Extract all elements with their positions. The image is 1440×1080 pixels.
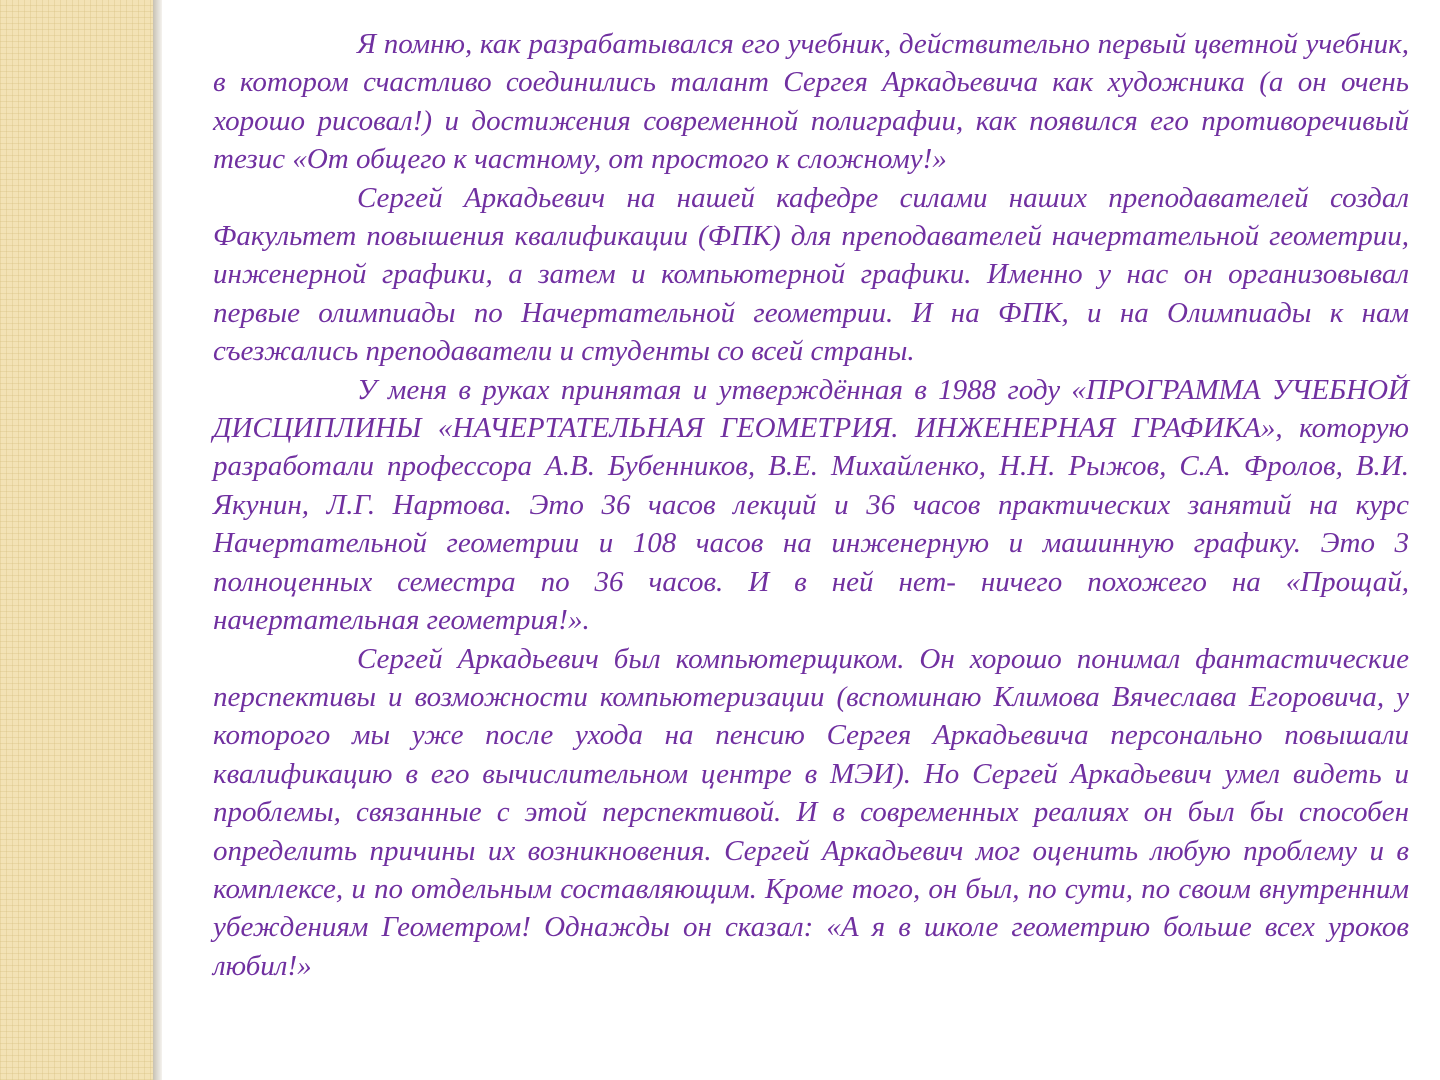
side-band-shadow: [153, 0, 162, 1080]
memoir-text: [213, 25, 1409, 985]
paragraph-textbook: Я помню, как разрабатывался его учебник, действительно первый цветной учебник, в котором счастливо соединились талант Сергея Аркадьевича как художника (а он очень хорошо рисовал!) и достижения современной полиграфии, как появился его противоречивый тезис «От общего к частному, от простого к сложному!»: [213, 28, 1409, 176]
paragraph-program: У меня в руках принятая и утверждённая в 1988 году «ПРОГРАММА УЧЕБНОЙ ДИСЦИПЛИНЫ «НАЧЕРТАТЕЛЬНАЯ ГЕОМЕТРИЯ. ИНЖЕНЕРНАЯ ГРАФИКА», которую разработали профессора А.В. Бубенников, В.Е. Михайленко, Н.Н. Рыжов, С.А. Фролов, В.И. Якунин, Л.Г. Нартова. Это 36 часов лекций и 36 часов практических занятий на курс Начертательной геометрии и 108 часов на инженерную и машинную графику. Это 3 полноценных семестра по 36 часов. И в ней нет- ничего похожего на «Прощай, начертательная геометрия!».: [213, 373, 1409, 637]
paragraph-computers: Сергей Аркадьевич был компьютерщиком. Он хорошо понимал фантастические перспективы и возможности компьютеризации (вспоминаю Климова Вячеслава Егоровича, у которого мы уже после ухода на пенсию Сергея Аркадьевича персонально повышали квалификацию в его вычислительном центре в МЭИ). Но Сергей Аркадьевич умел видеть и проблемы, связанные с этой перспективой. И в современных реалиях он был бы способен определить причины их возникновения. Сергей Аркадьевич мог оценить любую проблему и в комплексе, и по отдельным составляющим. Кроме того, он был, по сути, по своим внутренним убеждениям Геометром! Однажды он сказал: «А я в школе геометрию больше всех уроков любил!»: [213, 642, 1409, 982]
paragraph-fpk: Сергей Аркадьевич на нашей кафедре силами наших преподавателей создал Факультет повышения квалификации (ФПК) для преподавателей начертательной геометрии, инженерной графики, а затем и компьютерной графики. Именно у нас он организовывал первые олимпиады по Начертательной геометрии. И на ФПК, и на Олимпиады к нам съезжались преподаватели и студенты со всей страны.: [213, 181, 1409, 368]
decorative-side-band: [0, 0, 153, 1080]
